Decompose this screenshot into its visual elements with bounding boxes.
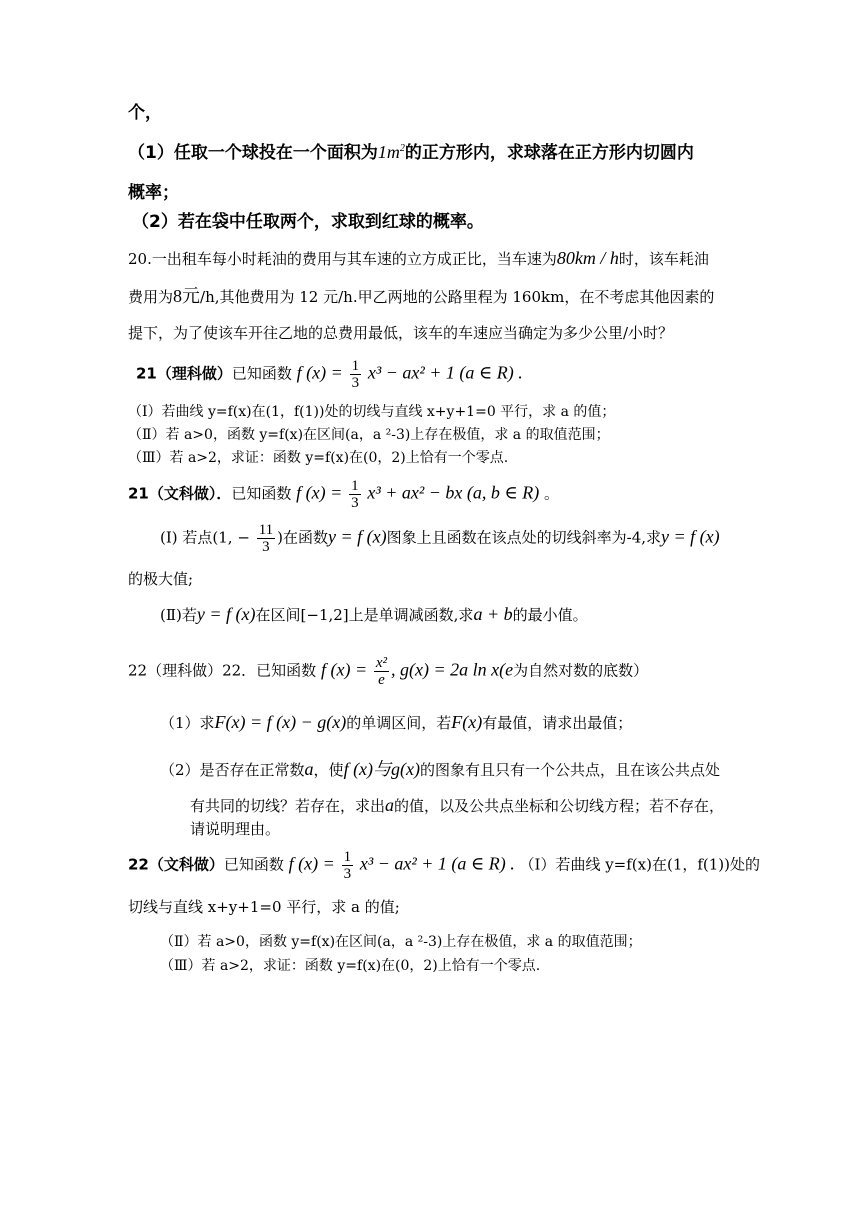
p22s-part2-text-3: 的图象有且只有一个公共点，且在该公共点处 (420, 761, 721, 779)
problem-22-science-part-2-cont (190, 795, 724, 816)
p22s-part2-text: （2）是否存在正常数 (160, 761, 305, 779)
problem-22-arts-part-2: （Ⅱ）若 a>0，函数 y=f(x)在区间(a，a ²-3)上存在极值，求 a 的取值范围； (160, 934, 642, 950)
p21s-func-lhs: f (x) = (296, 362, 343, 383)
p22s-text-end: 为自然对数的底数） (513, 661, 649, 680)
problem-20-line-3: 提下，为了使该车开往乙地的总费用最低，该车的车速应当确定为多少公里/小时？ (128, 324, 674, 342)
area-unit: $1m^2$ (377, 142, 405, 162)
text-line-4: （2）若在袋中任取两个，求取到红球的概率。 (132, 212, 484, 232)
p22s-part2-funcs: f (x)与g(x) (343, 759, 421, 779)
p21a-part2-func: y = f (x) (196, 604, 256, 624)
p22s-func-lhs: f (x) = (320, 659, 368, 680)
p22a-heading: 22（文科做） (128, 855, 224, 874)
p22s-part2-cont-text-2: 的值，以及公共点坐标和公切线方程；若不存在， (394, 797, 725, 815)
problem-22-arts-header (128, 849, 760, 882)
q1-text-end: 的正方形内，求球落在正方形内切圆内 (404, 143, 694, 163)
p20-text-2: 费用为 (128, 288, 174, 306)
fraction-eleven-thirds: $\frac{11}{3}$ (258, 522, 274, 555)
p21a-part1-func-2: y = f (x) (661, 526, 720, 547)
problem-21-science-part-1: （Ⅰ）若曲线 y=f(x)在(1，f(1))处的切线与直线 x+y+1=0 平行，求 a 的值； (128, 404, 616, 420)
p21a-part1-text-2: )在函数 (277, 528, 328, 547)
p22s-part2-var: a (304, 759, 314, 779)
p22s-part2-cont-var: a (385, 795, 395, 815)
problem-21-science-part-3: （Ⅲ）若 a>2，求证：函数 y=f(x)在(0，2)上恰有一个零点. (128, 450, 509, 466)
problem-21-arts-part-1 (160, 522, 720, 555)
text-line-1: 个， (128, 103, 162, 123)
p21a-part1-text-3: 图象上且函数在该点处的切线斜率为-4,求 (386, 528, 662, 547)
problem-22-arts-part-1-end: 切线与直线 x+y+1=0 平行，求 a 的值; (128, 898, 400, 916)
problem-21-arts-part-1-end: 的极大值; (128, 570, 194, 588)
problem-21-science-header (136, 358, 523, 391)
problem-22-arts-part-3: （Ⅲ）若 a>2，求证：函数 y=f(x)在(0，2)上恰有一个零点. (160, 958, 541, 974)
p21s-text: 已知函数 (231, 364, 292, 383)
p22s-part1-text-3: 有最值，请求出最值； (482, 714, 633, 732)
p21a-func-rhs: x³ + ax² − bx (a, b ∈ R) (367, 482, 540, 503)
p22a-part1-text: （Ⅰ）若曲线 y=f(x)在(1，f(1))处的 (519, 855, 761, 874)
fuel-cost-value: 8元 (173, 286, 201, 306)
problem-20-line-2 (128, 286, 714, 307)
p22a-func-lhs: f (x) = (288, 853, 335, 874)
p21a-part1-text: (Ⅰ) 若点(1, − (160, 528, 250, 547)
fraction-one-third: $\frac{1}{3}$ (351, 478, 359, 511)
speed-value: 80km / h (556, 248, 619, 268)
p22s-part1-text: （1）求 (160, 714, 215, 732)
p20-text: 20.一出租车每小时耗油的费用与其车速的立方成正比，当车速为 (128, 250, 557, 268)
p20-text-end: 时，该车耗油 (618, 250, 709, 268)
p22s-func-g: , g(x) = 2a ln x(e (391, 659, 514, 680)
p22s-part1-text-2: 的单调区间，若 (346, 714, 452, 732)
p22a-text: 已知函数 (223, 855, 284, 874)
p21a-func-lhs: f (x) = (296, 482, 343, 503)
p22s-part2-cont-text: 有共同的切线？若存在，求出 (190, 797, 386, 815)
fraction-x2-over-e: $\frac{\text{x²}}{e}$ (375, 655, 388, 688)
problem-22-science-header (128, 655, 648, 688)
p21a-part1-func: y = f (x) (328, 526, 387, 547)
problem-20-line-1 (128, 248, 709, 269)
p21a-part2-text-3: 的最小值。 (512, 606, 588, 624)
problem-22-science-part-2 (160, 759, 720, 780)
text-line-3: 概率； (128, 183, 179, 203)
problem-21-science-part-2: （Ⅱ）若 a>0，函数 y=f(x)在区间(a，a ²-3)上存在极值，求 a 的取值范围； (128, 427, 610, 443)
p21s-heading: 21（理科做） (136, 364, 232, 383)
p21s-func-rhs: x³ − ax² + 1 (a ∈ R) . (367, 362, 523, 383)
problem-21-arts-part-2 (160, 604, 588, 625)
p22s-part2-text-2: ，使 (313, 761, 344, 779)
text-line-2 (128, 142, 694, 163)
p22a-func-rhs: x³ − ax² + 1 (a ∈ R) . (359, 853, 515, 874)
fraction-one-third: $\frac{1}{3}$ (343, 849, 352, 882)
p22s-text: 22（理科做）22．已知函数 (128, 661, 317, 680)
p22s-part1-func-2: F(x) (451, 712, 483, 732)
p21a-heading: 21（文科做）． (128, 484, 232, 503)
p21a-text: 已知函数 (231, 484, 292, 503)
p21a-period: 。 (544, 484, 560, 503)
p21a-part2-text-2: 在区间[−1,2]上是单调减函数,求 (255, 606, 474, 624)
p21a-part2-expr: a + b (473, 604, 513, 624)
p21a-part2-text: (Ⅱ)若 (160, 606, 197, 624)
q1-text: （1）任取一个球投在一个面积为 (128, 143, 378, 163)
p22s-part1-func: F(x) = f (x) − g(x) (214, 712, 347, 732)
problem-22-science-part-2-end: 请说明理由。 (190, 820, 281, 838)
fraction-one-third: $\frac{1}{3}$ (351, 358, 360, 391)
problem-21-arts-header (128, 478, 559, 511)
p20-text-2-end: /h,其他费用为 12 元/h.甲乙两地的公路里程为 160km，在不考虑其他因素的 (200, 288, 715, 306)
problem-22-science-part-1 (160, 712, 632, 733)
